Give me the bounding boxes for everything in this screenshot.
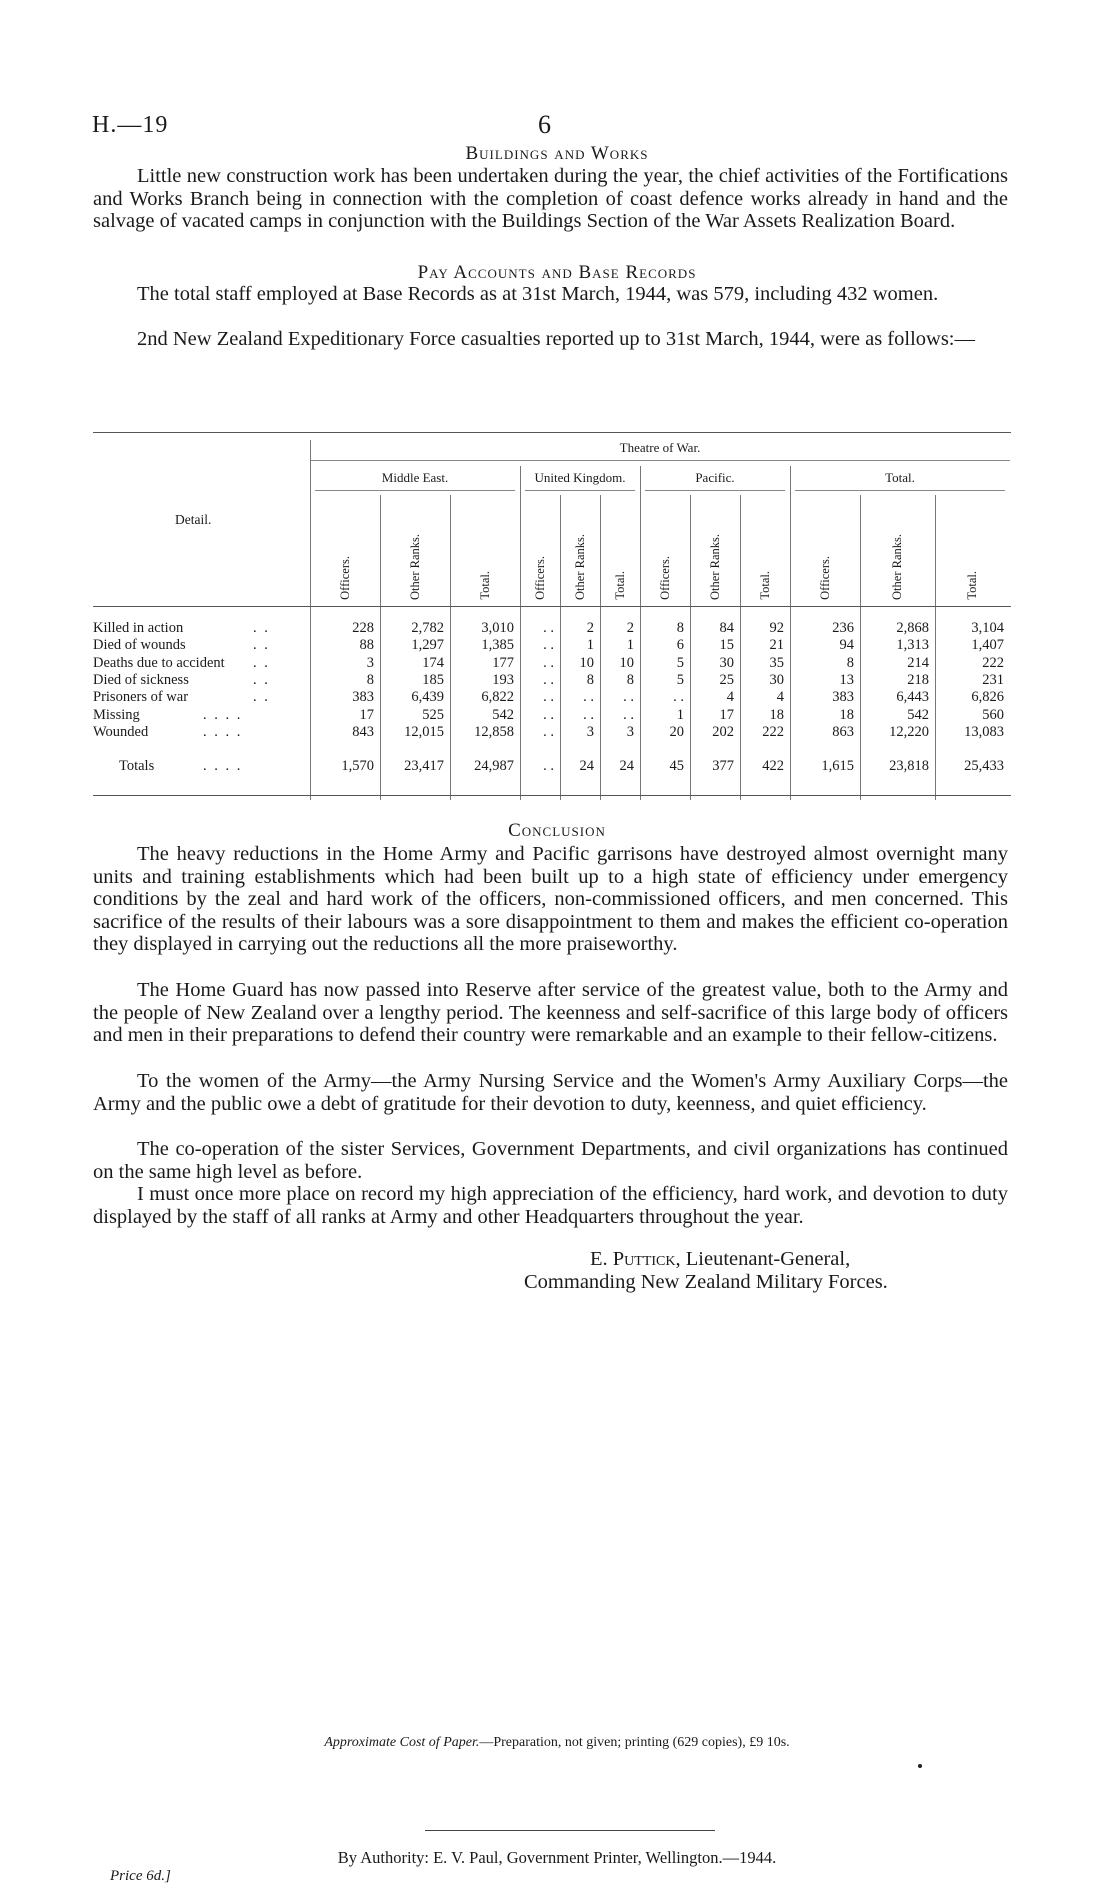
column-header — [640, 500, 690, 600]
table-cell: 3,104 — [971, 620, 1004, 636]
table-cell: 542 — [492, 706, 514, 723]
row-label-text: Killed in action — [93, 620, 184, 636]
document-reference: H.—19 — [92, 112, 169, 138]
totals-cell: 25,433 — [964, 758, 1004, 774]
table-row-label — [93, 620, 270, 637]
page-number: 6 — [538, 110, 551, 139]
table-cell: . . — [673, 689, 684, 706]
table-cell: 185 — [422, 671, 444, 688]
table-cell: . . — [543, 654, 554, 671]
column-header-label: Other Ranks. — [890, 534, 904, 600]
row-leader-dots: . . . . — [203, 758, 243, 774]
table-cell: 13 — [839, 671, 854, 688]
table-cell: 3,010 — [481, 620, 514, 636]
column-header-label: Officers. — [817, 556, 832, 600]
table-row-label — [93, 671, 270, 689]
column-header — [790, 500, 860, 600]
totals-cell: 1,615 — [821, 758, 854, 774]
paragraph-conclusion-3 — [93, 1070, 1008, 1115]
cost-of-paper-note — [0, 1735, 1114, 1751]
paragraph-pay-2 — [93, 328, 1008, 351]
table-cell: 13,083 — [964, 723, 1004, 740]
group-total: Total. — [885, 470, 915, 485]
column-header-label: Other Ranks. — [407, 534, 422, 600]
group-rule-united-kingdom — [525, 490, 635, 491]
totals-cell: 24,987 — [474, 758, 514, 774]
row-leader-dots: . . . . — [203, 706, 243, 723]
paragraph-pay-1-text: The total staff employed at Base Records as at 31st March, 1944, was 579, including 432 women. — [137, 283, 939, 305]
row-label-text: Wounded — [93, 723, 149, 740]
table-cell: 17 — [719, 706, 734, 723]
table-cell: 1,297 — [411, 637, 444, 654]
table-cell: 5 — [676, 654, 684, 671]
paragraph-conclusion-5 — [93, 1183, 1008, 1228]
table-cell: 6,826 — [971, 689, 1004, 706]
table-cell: 1 — [676, 706, 684, 723]
table-cell: 5 — [676, 671, 684, 688]
table-cell: . . — [623, 689, 634, 706]
totals-cell: 422 — [762, 758, 784, 774]
table-row-label — [93, 706, 243, 724]
stray-mark — [918, 1764, 922, 1768]
table-cell: 202 — [712, 723, 734, 740]
table-cell: 92 — [769, 620, 784, 636]
column-header — [310, 500, 380, 600]
table-cell: 231 — [982, 671, 1004, 688]
column-header-label: Officers. — [657, 556, 672, 600]
column-header-label: Other Ranks. — [707, 534, 722, 600]
paragraph-conclusion-5-text: I must once more place on record my high appreciation of the efficiency, hard work, and devotion to duty displayed by the staff of all ranks at Army and other Headquarters throughout the year. — [93, 1183, 1008, 1228]
paragraph-conclusion-1 — [93, 843, 1008, 956]
table-cell: 193 — [492, 671, 514, 688]
column-header-label: Total. — [612, 571, 627, 600]
row-label-text: Died of wounds — [93, 637, 186, 654]
group-united-kingdom: United Kingdom. — [534, 470, 626, 485]
table-cell: 3 — [366, 654, 374, 671]
table-cell: 6,822 — [481, 689, 514, 706]
column-header-label: Other Ranks. — [572, 534, 587, 600]
row-label-text: Missing — [93, 706, 140, 723]
table-cell: 3 — [586, 723, 594, 740]
table-cell: 6 — [676, 637, 684, 654]
table-cell: 94 — [839, 637, 854, 654]
totals-cell: . . — [543, 758, 554, 774]
signature-line — [590, 1248, 850, 1271]
table-cell: 177 — [492, 654, 514, 671]
table-cell: 1 — [586, 637, 594, 654]
table-cell: 228 — [352, 620, 374, 636]
table-cell: . . — [543, 620, 554, 636]
table-row-label — [93, 637, 270, 654]
table-cell: 88 — [359, 637, 374, 654]
table-cell: 560 — [982, 706, 1004, 723]
table-cell: . . — [543, 637, 554, 654]
column-header-label: Officers. — [337, 556, 352, 600]
table-cell: . . — [543, 706, 554, 723]
table-theatre-rule — [310, 460, 1010, 461]
column-header-label: Officers. — [532, 556, 547, 600]
table-cell: 20 — [669, 723, 684, 740]
table-cell: . . — [623, 706, 634, 723]
paragraph-conclusion-2 — [93, 979, 1008, 1047]
table-cell: 35 — [769, 654, 784, 671]
heading-pay-accounts: Pay Accounts and Base Records — [417, 262, 697, 283]
group-rule-middle-east — [315, 490, 515, 491]
totals-cell: 24 — [619, 758, 634, 774]
table-cell: . . — [543, 689, 554, 706]
table-cell: 6,439 — [411, 689, 444, 706]
column-header — [560, 500, 600, 600]
table-cell: 218 — [907, 671, 929, 688]
table-cell: 12,858 — [474, 723, 514, 740]
table-cell: 1,407 — [971, 637, 1004, 654]
table-row-label — [93, 654, 270, 672]
table-cell: 2 — [626, 620, 634, 636]
paragraph-conclusion-2-text: The Home Guard has now passed into Reserve after service of the greatest value, both to the Army and the people of New Zealand over a lengthy period. The keenness and self-sacrifice of this large body of officers and men in their preparations to defend their country were remarkable and an example to their fellow-citizens. — [93, 979, 1008, 1046]
column-header — [450, 500, 520, 600]
totals-cell: 45 — [669, 758, 684, 774]
table-cell: 2,868 — [896, 620, 929, 636]
table-cell: 8 — [626, 671, 634, 688]
table-cell: 8 — [846, 654, 854, 671]
signature-title: Commanding New Zealand Military Forces. — [524, 1271, 888, 1293]
column-header — [380, 500, 450, 600]
table-cell: 6,443 — [896, 689, 929, 706]
paragraph-conclusion-1-text: The heavy reductions in the Home Army and Pacific garrisons have destroyed almost overnight many units and training establishments which had been built up to a high state of efficiency under emergency conditions by the zeal and hard work of the officers, non-commissioned officers, and men concerned. This sacrifice of the results of their labours was a sore disappointment to them and makes the efficient co-operation they displayed in carrying out the reductions all the more praiseworthy. — [93, 843, 1008, 955]
table-rule-header — [93, 606, 1011, 607]
table-cell: 2,782 — [411, 620, 444, 636]
column-header-label: Total. — [757, 571, 772, 600]
row-leader-dots: . . — [253, 637, 270, 654]
table-cell: 4 — [776, 689, 784, 706]
column-header-label: Total. — [477, 571, 492, 600]
table-cell: 30 — [769, 671, 784, 688]
table-cell: 18 — [769, 706, 784, 723]
table-cell: 1 — [626, 637, 634, 654]
table-cell: . . — [543, 723, 554, 740]
paragraph-conclusion-4 — [93, 1138, 1008, 1183]
column-header — [860, 500, 935, 600]
signature-rank: , Lieutenant-General, — [675, 1248, 851, 1270]
price: Price 6d.] — [110, 1868, 171, 1884]
table-cell: 843 — [352, 723, 374, 740]
cost-of-paper-label: Approximate Cost of Paper. — [324, 1735, 480, 1750]
table-cell: 214 — [907, 654, 929, 671]
table-cell: 10 — [579, 654, 594, 671]
row-label-text: Died of sickness — [93, 671, 189, 688]
table-cell: 15 — [719, 637, 734, 654]
table-cell: 174 — [422, 654, 444, 671]
paragraph-pay-1 — [93, 283, 1008, 306]
printer-authority: By Authority: E. V. Paul, Government Printer, Wellington.—1944. — [337, 1848, 777, 1867]
table-row-label — [93, 723, 243, 741]
column-header — [740, 500, 790, 600]
column-header — [690, 500, 740, 600]
table-cell: . . — [583, 706, 594, 723]
row-label-text: Totals — [119, 758, 155, 774]
row-leader-dots: . . — [253, 654, 270, 671]
paragraph-buildings — [93, 165, 1008, 233]
table-theatre-label: Theatre of War. — [619, 440, 701, 455]
table-cell: 30 — [719, 654, 734, 671]
signature-name: E. Puttick — [590, 1248, 676, 1270]
group-rule-pacific — [645, 490, 785, 491]
table-cell: 8 — [366, 671, 374, 688]
totals-row-label — [93, 758, 243, 775]
paragraph-conclusion-3-text: To the women of the Army—the Army Nursing Service and the Women's Army Auxiliary Corps—the Army and the public owe a debt of gratitude for their devotion to duty, keenness, and quiet efficiency. — [93, 1070, 1008, 1115]
table-cell: 236 — [832, 620, 854, 636]
table-cell: 18 — [839, 706, 854, 723]
totals-cell: 1,570 — [341, 758, 374, 774]
table-cell: 8 — [676, 620, 684, 636]
table-cell: 10 — [619, 654, 634, 671]
column-header — [935, 500, 1010, 600]
table-row-label — [93, 689, 270, 706]
table-cell: 383 — [832, 689, 854, 706]
row-leader-dots: . . — [253, 620, 270, 636]
row-label-text: Deaths due to accident — [93, 654, 225, 671]
row-leader-dots: . . . . — [203, 723, 243, 740]
row-label-text: Prisoners of war — [93, 689, 189, 706]
row-leader-dots: . . — [253, 671, 270, 688]
table-cell: 25 — [719, 671, 734, 688]
totals-cell: 23,818 — [889, 758, 929, 774]
table-cell: 21 — [769, 637, 784, 654]
table-cell: 2 — [586, 620, 594, 636]
paragraph-buildings-text: Little new construction work has been undertaken during the year, the chief activities of the Fortifications and Works Branch being in connection with the completion of coast defence works already in hand and the salvage of vacated camps in conjunction with the Buildings Section of the War Assets Realization Board. — [93, 165, 1008, 232]
heading-buildings-and-works: Buildings and Works — [465, 143, 649, 164]
totals-cell: 377 — [712, 758, 734, 774]
paragraph-pay-2-text: 2nd New Zealand Expeditionary Force casualties reported up to 31st March, 1944, were as follows:— — [137, 328, 975, 350]
group-middle-east: Middle East. — [381, 470, 449, 485]
group-rule-total — [795, 490, 1005, 491]
table-cell: 863 — [832, 723, 854, 740]
heading-conclusion: Conclusion — [508, 820, 606, 841]
table-cell: 4 — [726, 689, 734, 706]
table-cell: 525 — [422, 706, 444, 723]
table-cell: . . — [543, 671, 554, 688]
table-cell: 12,220 — [889, 723, 929, 740]
column-header — [600, 500, 640, 600]
table-cell: . . — [583, 689, 594, 706]
paragraph-conclusion-4-text: The co-operation of the sister Services, Government Departments, and civil organizations has continued on the same high level as before. — [93, 1138, 1008, 1183]
table-cell: 12,015 — [404, 723, 444, 740]
cost-of-paper-text: —Preparation, not given; printing (629 copies), £9 10s. — [479, 1735, 790, 1750]
table-rule-bottom — [93, 795, 1011, 796]
table-cell: 222 — [762, 723, 784, 740]
totals-cell: 23,417 — [404, 758, 444, 774]
footer-rule — [425, 1830, 715, 1831]
row-leader-dots: . . — [253, 689, 270, 706]
table-cell: 383 — [352, 689, 374, 706]
table-detail-label: Detail. — [175, 512, 212, 527]
table-cell: 8 — [586, 671, 594, 688]
table-cell: 1,313 — [896, 637, 929, 654]
totals-cell: 24 — [579, 758, 594, 774]
table-cell: 84 — [719, 620, 734, 636]
table-cell: 542 — [907, 706, 929, 723]
table-cell: 17 — [359, 706, 374, 723]
group-pacific: Pacific. — [695, 470, 735, 485]
table-cell: 222 — [982, 654, 1004, 671]
table-cell: 3 — [626, 723, 634, 740]
column-header-label: Total. — [965, 571, 979, 600]
table-rule-top — [93, 432, 1011, 433]
table-cell: 1,385 — [481, 637, 514, 654]
column-header — [520, 500, 560, 600]
